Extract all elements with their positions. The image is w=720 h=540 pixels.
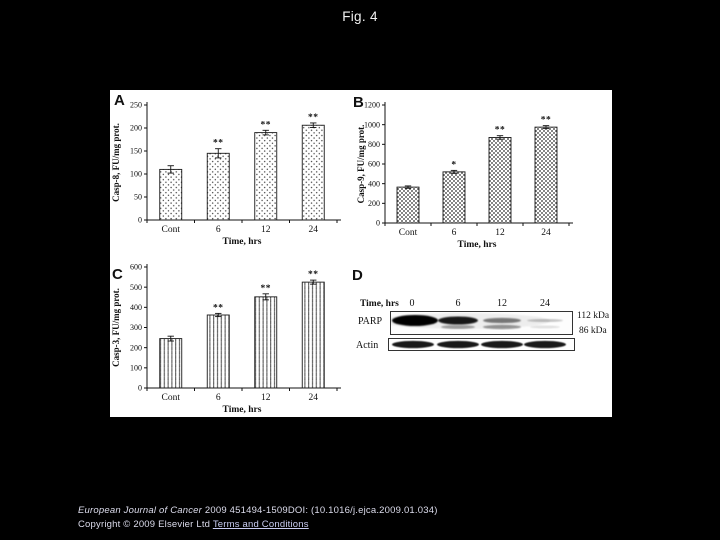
significance-marker: ** [260,283,271,294]
y-axis-title: Casp-9, FU/mg prot. [356,124,366,204]
x-category-label: 24 [308,393,318,403]
y-tick-label: 200 [130,343,142,353]
x-category-label: 6 [215,393,221,403]
bar-6 [443,172,465,223]
marker-112kda: 112 kDa [577,311,610,321]
y-axis-title: Casp-8, FU/mg prot. [111,123,121,202]
y-tick-label: 250 [130,100,142,110]
y-tick-label: 0 [138,215,142,225]
bar-12 [255,297,277,388]
bar-12 [489,137,511,223]
x-category-label: 12 [495,228,505,238]
x-axis-title: Time, hrs [222,237,262,247]
y-tick-label: 1000 [364,120,380,130]
chart-casp9 [355,90,612,253]
citation-footer [78,504,438,532]
parp-86-band [530,326,560,329]
bar-Cont [397,187,419,223]
parp-86-band [483,325,521,329]
y-tick-label: 0 [138,383,142,393]
significance-marker: ** [540,115,552,126]
y-tick-label: 50 [134,192,142,202]
x-category-label: 24 [308,225,318,235]
y-tick-label: 500 [130,282,142,292]
significance-marker: * [451,160,457,171]
bar-Cont [160,169,182,220]
y-tick-label: 400 [368,179,380,189]
parp-112-band [527,319,563,322]
x-category-label: Cont [161,225,180,235]
significance-marker: ** [308,112,319,123]
bar-24 [535,127,557,223]
significance-marker: ** [260,120,271,131]
x-category-label: 6 [215,225,221,235]
y-tick-label: 800 [368,139,380,149]
y-tick-label: 400 [130,302,142,312]
bar-24 [302,125,324,220]
parp-112-band [392,315,438,326]
y-tick-label: 200 [130,123,142,133]
blot-lane-24: 24 [540,298,550,309]
significance-marker: ** [213,138,224,149]
y-tick-label: 150 [130,146,142,156]
x-category-label: Cont [398,228,418,238]
parp-blot-image [390,311,573,335]
panel-label-a: A [114,92,125,109]
actin-band [481,341,523,348]
x-axis-title: Time, hrs [222,405,262,415]
x-category-label: 12 [261,393,271,403]
y-tick-label: 0 [376,218,380,228]
y-tick-label: 600 [130,262,142,272]
citation-line [78,504,438,518]
actin-band [392,341,434,348]
panel-label-d: D [352,267,363,284]
x-category-label: 6 [451,228,457,238]
blot-row-label-parp: PARP [358,316,383,327]
significance-marker: ** [494,125,506,136]
significance-marker: ** [308,270,319,281]
figure-panel [110,90,612,417]
copyright-text: Copyright © 2009 Elsevier Ltd [78,519,213,530]
blot-lane-6: 6 [455,298,461,309]
y-tick-label: 200 [368,198,380,208]
parp-112-band [438,317,478,325]
y-tick-label: 600 [368,159,380,169]
parp-86-band [441,325,475,329]
actin-blot-image [388,338,575,351]
panel-label-b: B [353,94,364,111]
blot-lane-12: 12 [497,298,507,309]
journal-name: European Journal of Cancer [78,505,203,516]
terms-link[interactable]: Terms and Conditions [212,519,309,530]
y-tick-label: 100 [130,363,142,373]
bar-Cont [160,339,182,388]
significance-marker: ** [213,303,224,314]
citation-rest: 2009 451494-1509DOI: (10.1016/j.ejca.2009.01.034) [202,505,438,516]
figure-title: Fig. 4 [342,9,378,24]
bar-24 [302,282,324,388]
y-axis-title: Casp-3, FU/mg prot. [111,288,121,367]
chart-casp8 [110,90,355,253]
marker-86kda: 86 kDa [579,326,607,336]
bar-6 [207,315,229,388]
bar-6 [207,153,229,220]
blot-lane-header: Time, hrs [360,299,399,309]
y-tick-label: 100 [130,169,142,179]
x-category-label: 12 [261,225,271,235]
actin-band [524,341,566,348]
blot-lane-0: 0 [409,298,415,309]
panel-label-c: C [112,266,123,283]
x-category-label: 24 [541,228,551,238]
chart-casp3 [110,253,355,417]
y-tick-label: 1200 [364,100,380,110]
bar-12 [255,133,277,220]
copyright-line [78,518,438,532]
parp-112-band [483,318,521,323]
x-axis-title: Time, hrs [457,240,497,250]
blot-row-label-actin: Actin [356,340,379,351]
x-category-label: Cont [161,393,180,403]
actin-band [437,341,479,348]
y-tick-label: 300 [130,323,142,333]
